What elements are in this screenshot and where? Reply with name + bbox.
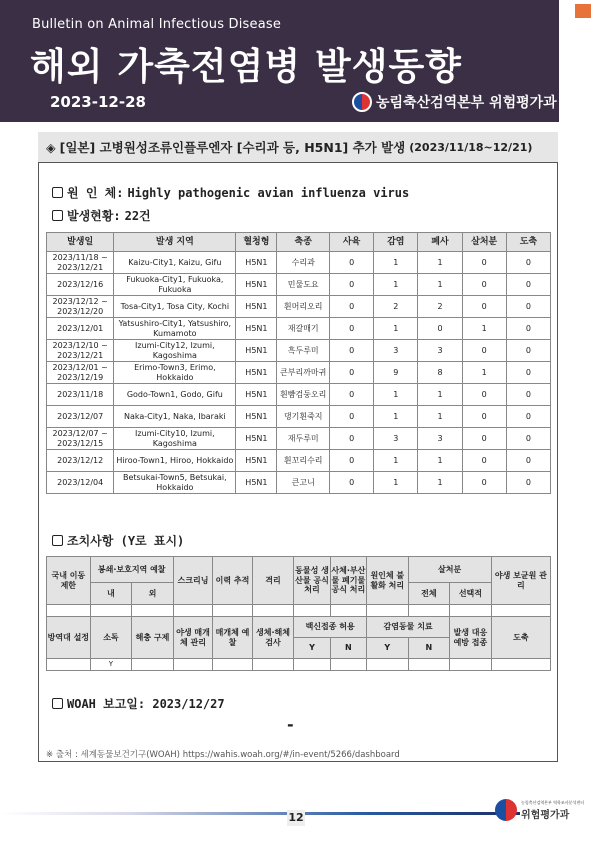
table-cell: 0 (462, 340, 506, 362)
measure-cell (90, 605, 132, 617)
table-cell: H5N1 (236, 252, 277, 274)
table-cell: 2023/11/18 ~ 2023/12/21 (47, 252, 114, 274)
measure-cell (330, 605, 366, 617)
table-cell: 0 (462, 472, 506, 494)
source-note: ※ 출처 : 세계동물보건기구(WOAH) https://wahis.woah.org/#/in-event/5266/dashboard (46, 750, 400, 760)
table-cell: 1 (418, 384, 462, 406)
table-cell: 0 (506, 450, 550, 472)
table-cell: Godo-Town1, Godo, Gifu (114, 384, 236, 406)
checkbox-icon (52, 210, 63, 221)
table-cell: 0 (462, 296, 506, 318)
column-header: 발생 지역 (114, 233, 236, 252)
table-cell: 1 (418, 274, 462, 296)
post-vaccination-header: 발생 대응 예방 접종 (450, 617, 492, 659)
column-header: 사육 (330, 233, 374, 252)
screening-header: 스크리닝 (173, 557, 212, 605)
table-cell: H5N1 (236, 406, 277, 428)
table-cell: 2023/12/12 ~ 2023/12/20 (47, 296, 114, 318)
measure-cell (450, 605, 492, 617)
occurrence-label: 발생현황: (67, 209, 121, 223)
table-cell: 1 (374, 406, 418, 428)
table-cell: 3 (374, 428, 418, 450)
measure-cell (132, 659, 174, 671)
checkbox-icon (52, 187, 63, 198)
table-cell: 0 (506, 428, 550, 450)
table-cell: 3 (418, 340, 462, 362)
slaughter-header: 도축 (491, 617, 550, 659)
measure-cell (367, 605, 409, 617)
occurrence-line (52, 207, 151, 224)
table-cell: 1 (374, 318, 418, 340)
measures-line (52, 532, 184, 549)
table-cell: H5N1 (236, 450, 277, 472)
table-cell: 1 (374, 450, 418, 472)
report-date: 2023-12-28 (50, 93, 146, 111)
table-cell: 2023/12/16 (47, 274, 114, 296)
measure-cell (408, 605, 450, 617)
table-cell: 1 (374, 384, 418, 406)
treatment-n-header: N (408, 638, 450, 659)
table-cell: Erimo-Town3, Erimo, Hokkaido (114, 362, 236, 384)
table-cell: H5N1 (236, 362, 277, 384)
agency-logo-icon (352, 92, 372, 112)
table-cell: 0 (330, 362, 374, 384)
table-cell: H5N1 (236, 428, 277, 450)
table-cell: 1 (418, 406, 462, 428)
culling-selective-header: 선택적 (450, 583, 492, 605)
table-cell: 2 (418, 296, 462, 318)
measure-cell (252, 605, 294, 617)
table-cell: Kaizu-City1, Kaizu, Gifu (114, 252, 236, 274)
table-row (47, 296, 551, 318)
table-cell: 1 (418, 252, 462, 274)
table-row (47, 252, 551, 274)
table-cell: 흰뺨검둥오리 (277, 384, 330, 406)
measures-label: 조치사항 (Y로 표시) (67, 534, 185, 548)
agency-label (352, 92, 557, 112)
table-cell: 재두루미 (277, 428, 330, 450)
column-header: 축종 (277, 233, 330, 252)
table-cell: 1 (462, 318, 506, 340)
footer-org-small: 농림축산검역본부 역학조사분석센터 (521, 799, 585, 805)
section-title: [일본] 고병원성조류인플루엔자 [수리과 등, H5N1] 추가 발생 (59, 140, 406, 155)
table-cell: 0 (506, 384, 550, 406)
column-header: 살처분 (462, 233, 506, 252)
measure-cell-mark: Y (90, 659, 132, 671)
table-row (47, 274, 551, 296)
measure-cell (173, 605, 212, 617)
diamond-icon: ◈ (46, 139, 56, 155)
pathogen-label: 원 인 체: (67, 186, 124, 200)
table-cell: 0 (418, 318, 462, 340)
vaccination-y-header: Y (294, 638, 330, 659)
table-cell: 0 (506, 274, 550, 296)
traceability-header: 이력 추적 (213, 557, 252, 605)
table-cell: 2023/12/04 (47, 472, 114, 494)
measure-cell (491, 605, 550, 617)
table-cell: 0 (330, 406, 374, 428)
wild-management-header: 야생 매개체 관리 (173, 617, 212, 659)
woah-label: WOAH 보고일: 2023/12/27 (67, 697, 225, 711)
table-cell: 3 (374, 340, 418, 362)
table-row (47, 472, 551, 494)
table-cell: 댕기흰죽지 (277, 406, 330, 428)
woah-line (52, 695, 225, 712)
column-header: 감염 (374, 233, 418, 252)
occurrence-value: 22건 (124, 209, 151, 223)
table-cell: 민물도요 (277, 274, 330, 296)
table-cell: 2 (374, 296, 418, 318)
pathogen-inactivation-header: 원인체 불활화 처리 (367, 557, 409, 605)
table-cell: 2023/12/12 (47, 450, 114, 472)
table-row (47, 384, 551, 406)
measure-cell (294, 605, 330, 617)
column-header: 도축 (506, 233, 550, 252)
section-range: (2023/11/18~12/21) (409, 140, 533, 154)
footer-logo (495, 799, 584, 821)
table-cell: 1 (418, 472, 462, 494)
table-cell: 0 (330, 472, 374, 494)
vaccination-n-header: N (330, 638, 366, 659)
table-cell: 3 (418, 428, 462, 450)
outbreak-table (46, 232, 551, 494)
table-cell: Naka-City1, Naka, Ibaraki (114, 406, 236, 428)
table-cell: 0 (506, 362, 550, 384)
table-cell: Izumi-City12, Izumi, Kagoshima (114, 340, 236, 362)
table-cell: H5N1 (236, 384, 277, 406)
table-cell: Fukuoka-City1, Fukuoka, Fukuoka (114, 274, 236, 296)
culling-total-header: 전체 (408, 583, 450, 605)
table-row (47, 318, 551, 340)
vaccination-header: 백신접종 허용 (294, 617, 367, 638)
table-cell: H5N1 (236, 296, 277, 318)
table-cell: 0 (462, 274, 506, 296)
table-cell: 8 (418, 362, 462, 384)
outbreak-table-header (47, 233, 551, 252)
table-cell: 2023/12/01 ~ 2023/12/19 (47, 362, 114, 384)
table-cell: 0 (330, 252, 374, 274)
table-cell: 0 (506, 340, 550, 362)
table-cell: 큰고니 (277, 472, 330, 494)
disinfection-header: 소독 (90, 617, 132, 659)
table-cell: 1 (374, 252, 418, 274)
measure-cell (408, 659, 450, 671)
table-cell: 0 (462, 406, 506, 428)
section-heading (38, 132, 558, 163)
header-accent (559, 0, 595, 122)
quarantine-header: 격리 (252, 557, 294, 605)
domestic-restriction-header: 국내 이동 제한 (47, 557, 91, 605)
pest-control-header: 해충 구제 (132, 617, 174, 659)
measure-cell (213, 659, 252, 671)
table-cell: Betsukai-Town5, Betsukai, Hokkaido (114, 472, 236, 494)
table-cell: Izumi-City10, Izumi, Kagoshima (114, 428, 236, 450)
table-cell: 0 (506, 406, 550, 428)
separator-dash: - (287, 715, 294, 734)
measure-cell (47, 659, 91, 671)
table-cell: 큰부리까마귀 (277, 362, 330, 384)
pathogen-value: Highly pathogenic avian influenza virus (127, 185, 410, 200)
measures-table (46, 556, 551, 671)
table-cell: 2023/11/18 (47, 384, 114, 406)
measure-cell (213, 605, 252, 617)
table-cell: 1 (374, 472, 418, 494)
footer-line (0, 812, 520, 815)
table-cell: 흰머리오리 (277, 296, 330, 318)
measure-cell (252, 659, 294, 671)
treatment-header: 감염동물 치료 (367, 617, 450, 638)
bulletin-label: Bulletin on Animal Infectious Disease (32, 17, 282, 32)
table-cell: H5N1 (236, 274, 277, 296)
page-number: 12 (288, 811, 304, 824)
column-header: 혈청형 (236, 233, 277, 252)
table-cell: 재갈매기 (277, 318, 330, 340)
table-cell: 1 (462, 362, 506, 384)
header-banner (0, 0, 559, 122)
vector-control-header: 방역대 설정 (47, 617, 91, 659)
table-cell: 0 (330, 384, 374, 406)
table-cell: Hiroo-Town1, Hiroo, Hokkaido (114, 450, 236, 472)
table-cell: 2023/12/10 ~ 2023/12/21 (47, 340, 114, 362)
checkbox-icon (52, 698, 63, 709)
table-cell: 흑두루미 (277, 340, 330, 362)
table-cell: 흰꼬리수리 (277, 450, 330, 472)
table-cell: H5N1 (236, 318, 277, 340)
table-cell: 1 (418, 450, 462, 472)
table-cell: 0 (506, 318, 550, 340)
table-cell: 0 (330, 428, 374, 450)
measure-cell (132, 605, 174, 617)
agency-logo-icon (495, 799, 517, 821)
table-cell: 0 (462, 252, 506, 274)
outbreak-table-body (47, 252, 551, 494)
table-cell: 0 (506, 296, 550, 318)
agency-name: 농림축산검역본부 위험평가과 (376, 95, 557, 111)
table-cell: 2023/12/07 ~ 2023/12/15 (47, 428, 114, 450)
checkbox-icon (52, 535, 63, 546)
table-cell: Yatsushiro-City1, Yatsushiro, Kumamoto (114, 318, 236, 340)
measure-cell (294, 659, 330, 671)
footer-org-big: 위험평가과 (521, 809, 570, 821)
table-cell: 2023/12/01 (47, 318, 114, 340)
measure-cell (367, 659, 409, 671)
treatment-y-header: Y (367, 638, 409, 659)
table-cell: 1 (374, 274, 418, 296)
table-cell: Tosa-City1, Tosa City, Kochi (114, 296, 236, 318)
table-row (47, 362, 551, 384)
measure-cell (173, 659, 212, 671)
table-cell: 0 (462, 428, 506, 450)
table-row (47, 450, 551, 472)
measure-cell (491, 659, 550, 671)
inside-header: 내 (90, 583, 132, 605)
table-cell: 0 (330, 318, 374, 340)
corner-mark (575, 4, 591, 18)
table-row (47, 406, 551, 428)
page-title: 해외 가축전염병 발생동향 (30, 45, 462, 88)
table-cell: 0 (506, 472, 550, 494)
containment-zone-header: 봉쇄·보호지역 예찰 (90, 557, 173, 583)
table-row (47, 340, 551, 362)
wildlife-management-header: 야생 보균원 관리 (491, 557, 550, 605)
table-cell: 2023/12/07 (47, 406, 114, 428)
table-cell: H5N1 (236, 340, 277, 362)
official-product-header: 동물성 생산물 공식 처리 (294, 557, 330, 605)
table-cell: 0 (506, 252, 550, 274)
table-cell: 0 (462, 384, 506, 406)
column-header: 폐사 (418, 233, 462, 252)
table-cell: 9 (374, 362, 418, 384)
table-cell: 0 (462, 450, 506, 472)
table-cell: 0 (330, 450, 374, 472)
pathogen-line (52, 184, 409, 201)
table-cell: 0 (330, 296, 374, 318)
live-carcass-test-header: 생체·해체 검사 (252, 617, 294, 659)
table-cell: H5N1 (236, 472, 277, 494)
vector-surveillance-header: 매개체 예찰 (213, 617, 252, 659)
measure-cell (47, 605, 91, 617)
outside-header: 외 (132, 583, 174, 605)
table-cell: 0 (330, 340, 374, 362)
measure-cell (330, 659, 366, 671)
table-row (47, 428, 551, 450)
measure-cell (450, 659, 492, 671)
culling-header: 살처분 (408, 557, 491, 583)
table-cell: 수리과 (277, 252, 330, 274)
table-cell: 0 (330, 274, 374, 296)
official-carcass-header: 사체·부산물 폐기물 공식 처리 (330, 557, 366, 605)
column-header: 발생일 (47, 233, 114, 252)
